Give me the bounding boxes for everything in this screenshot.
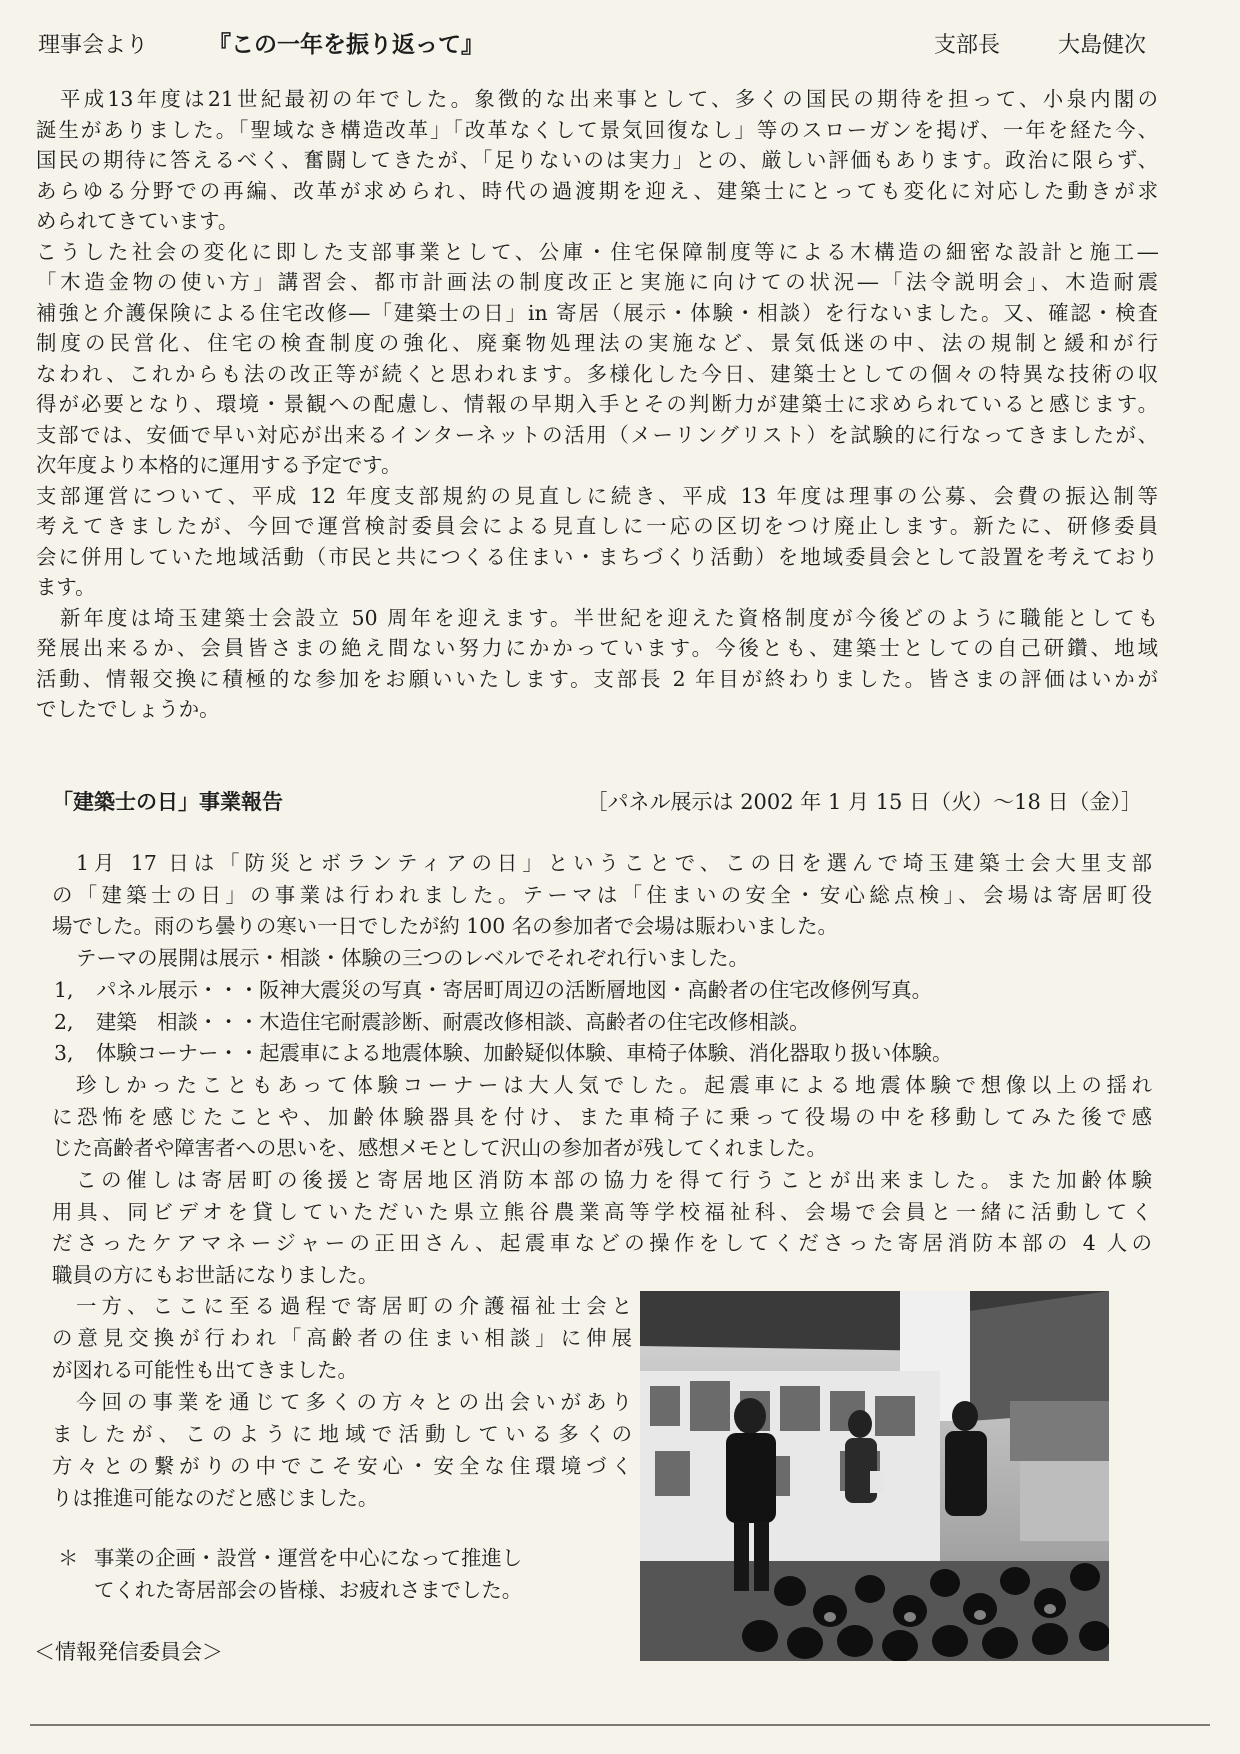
body-line: 新年度は埼玉建築士会設立 50 周年を迎えます。半世紀を迎えた資格制度が今後どのように職能としても <box>60 605 1158 630</box>
body-line: 支部では、安価で早い対応が出来るインターネットの活用（メーリングリスト）を試験的に行なってきましたが、 <box>36 422 1158 447</box>
body-line: 誕生がありました。「聖域なき構造改革」「改革なくして景気回復なし」等のスローガンを掲げ、一年を経た今、 <box>36 117 1158 142</box>
report-line: 1月 17 日は「防災とボランティアの日」ということで、この日を選んで埼玉建築士会大里支部 <box>76 851 1152 875</box>
event-photo-illustration <box>640 1291 1109 1661</box>
report-line: 珍しかったこともあって体験コーナーは大人気でした。起震車による地震体験で想像以上の揺れ <box>76 1072 1152 1097</box>
author-name: 大島健次 <box>1058 33 1147 58</box>
exhibit-dates: ［パネル展示は 2002 年 1 月 15 日（火）～18 日（金）］ <box>586 790 1142 814</box>
body-line: でしたでしょうか。 <box>36 697 220 721</box>
body-line: 活動、情報交換に積極的な参加をお願いいたします。支部長 2 年目が終わりました。皆さまの評価はいかが <box>36 666 1158 691</box>
report-line: ださったケアマネージャーの正田さん、起震車などの操作をしてくださった寄居消防本部の 4 人の <box>52 1231 1152 1256</box>
body-line: なわれ、これからも法の改正等が続くと思われます。多様化した今日、建築士としての個々の特異な技術の収 <box>36 361 1158 386</box>
thanks-note <box>58 1542 638 1606</box>
header-source: 理事会より <box>38 33 149 58</box>
asterisk-mark: ＊ <box>58 1546 79 1570</box>
list-item-number: 2, <box>54 1009 74 1034</box>
body-line: 国民の期待に答えるべく、奮闘してきたが、「足りないのは実力」との、厳しい評価もあります。政治に限らず、 <box>36 148 1158 172</box>
note-line: 事業の企画・設営・運営を中心になって推進し <box>94 1546 523 1570</box>
list-item <box>52 1038 1152 1070</box>
list-item <box>52 975 1152 1007</box>
list-item-text: 体験コーナー・・起震車による地震体験、加齢疑似体験、車椅子体験、消化器取り扱い体験。 <box>96 1041 953 1066</box>
committee-signature: ＜情報発信委員会＞ <box>34 1640 223 1664</box>
bottom-divider <box>30 1724 1210 1726</box>
list-item-text: パネル展示・・・阪神大震災の写真・寄居町周辺の活断層地図・高齢者の住宅改修例写真。 <box>96 977 933 1002</box>
body-line: 支部運営について、平成 12 年度支部規約の見直しに続き、平成 13 年度は理事の公募、会費の振込制等 <box>36 483 1158 508</box>
report-line: が図れる可能性も出てきました。 <box>52 1358 358 1382</box>
report-line: に恐怖を感じたことや、加齢体験器具を付け、また車椅子に乗って役場の中を移動してみた後で感 <box>52 1104 1152 1129</box>
article-header <box>38 22 1158 62</box>
report-line: 職員の方にもお世話になりました。 <box>52 1263 379 1288</box>
report-line: の意見交換が行われ「高齢者の住まい相談」に伸展 <box>52 1326 632 1350</box>
event-photo <box>640 1291 1109 1661</box>
report-line: の「建築士の日」の事業は行われました。テーマは「住まいの安全・安心総点検」、会場は寄居町役 <box>52 882 1152 907</box>
body-line: 次年度より本格的に運用する予定です。 <box>36 453 402 477</box>
body-line: 補強と介護保険による住宅改修―「建築士の日」in 寄居（展示・体験・相談）を行ないました。又、確認・検査 <box>36 300 1158 325</box>
report-line: ましたが、このように地域で活動している多くの <box>52 1422 632 1446</box>
report-body <box>52 848 1152 1292</box>
report-line: 用具、同ビデオを貸していただいた県立熊谷農業高等学校福祉科、会場で会員と一緒に活動してく <box>52 1199 1152 1224</box>
report-line: テーマの展開は展示・相談・体験の三つのレベルでそれぞれ行いました。 <box>76 946 749 971</box>
body-line: あらゆる分野での再編、改革が求められ、時代の過渡期を迎え、建築士にとっても変化に対応した動きが求 <box>36 178 1158 203</box>
list-item-number: 3, <box>54 1041 74 1066</box>
note-line: てくれた寄居部会の皆様、お疲れさまでした。 <box>94 1578 523 1602</box>
body-line: 考えてきましたが、今回で運営検討委員会による見直しに一応の区切をつけ廃止します。新たに、研修委員 <box>36 514 1158 538</box>
report-line: 場でした。雨のち曇りの寒い一日でしたが約 100 名の参加者で会場は賑わいました。 <box>52 914 838 939</box>
report-line: この催しは寄居町の後援と寄居地区消防本部の協力を得て行うことが出来ました。また加齢体験 <box>76 1168 1152 1193</box>
list-item-number: 1, <box>54 977 74 1002</box>
body-line: 制度の民営化、住宅の検査制度の強化、廃棄物処理法の実施など、景気低迷の中、法の規制と緩和が行 <box>36 331 1158 355</box>
body-line: ます。 <box>36 575 96 599</box>
report-line: りは推進可能なのだと感じました。 <box>52 1486 379 1510</box>
body-line: められてきています。 <box>36 209 239 233</box>
body-line: 会に併用していた地域活動（市民と共につくる住まい・まちづくり活動）を地域委員会として設置を考えており <box>36 544 1158 569</box>
list-item <box>52 1007 1152 1039</box>
body-line: 得が必要となり、環境・景観への配慮し、情報の早期入手とその判断力が建築士に求められていると感じます。 <box>36 392 1158 416</box>
article-title: 『この一年を振り返って』 <box>208 32 484 58</box>
body-line: 発展出来るか、会員皆さまの絶え間ない努力にかかっています。今後とも、建築士としての自己研鑽、地域 <box>36 636 1158 660</box>
report-line: 今回の事業を通じて多くの方々との出会いがあり <box>76 1390 632 1414</box>
report-header <box>52 782 1142 816</box>
report-line: 方々との繋がりの中でこそ安心・安全な住環境づく <box>52 1454 632 1478</box>
list-item-text: 建築 相談・・・木造住宅耐震診断、耐震改修相談、高齢者の住宅改修相談。 <box>96 1009 810 1034</box>
body-line: こうした社会の変化に即した支部事業として、公庫・住宅保障制度等による木構造の細密な設計と施工― <box>36 239 1158 264</box>
body-line: 平成13年度は21世紀最初の年でした。象徴的な出来事として、多くの国民の期待を担って、小泉内閣の <box>60 87 1158 111</box>
report-line: じた高齢者や障害者への思いを、感想メモとして沢山の参加者が残してくれました。 <box>52 1136 827 1161</box>
report-title: 「建築士の日」事業報告 <box>52 790 283 814</box>
report-body-left-column <box>52 1290 632 1514</box>
report-line: 一方、ここに至る過程で寄居町の介護福祉士会と <box>76 1294 632 1318</box>
review-body <box>36 84 1158 725</box>
author-role: 支部長 <box>934 33 1001 58</box>
body-line: 「木造金物の使い方」講習会、都市計画法の制度改正と実施に向けての状況―「法令説明会」、木造耐震 <box>36 270 1158 294</box>
